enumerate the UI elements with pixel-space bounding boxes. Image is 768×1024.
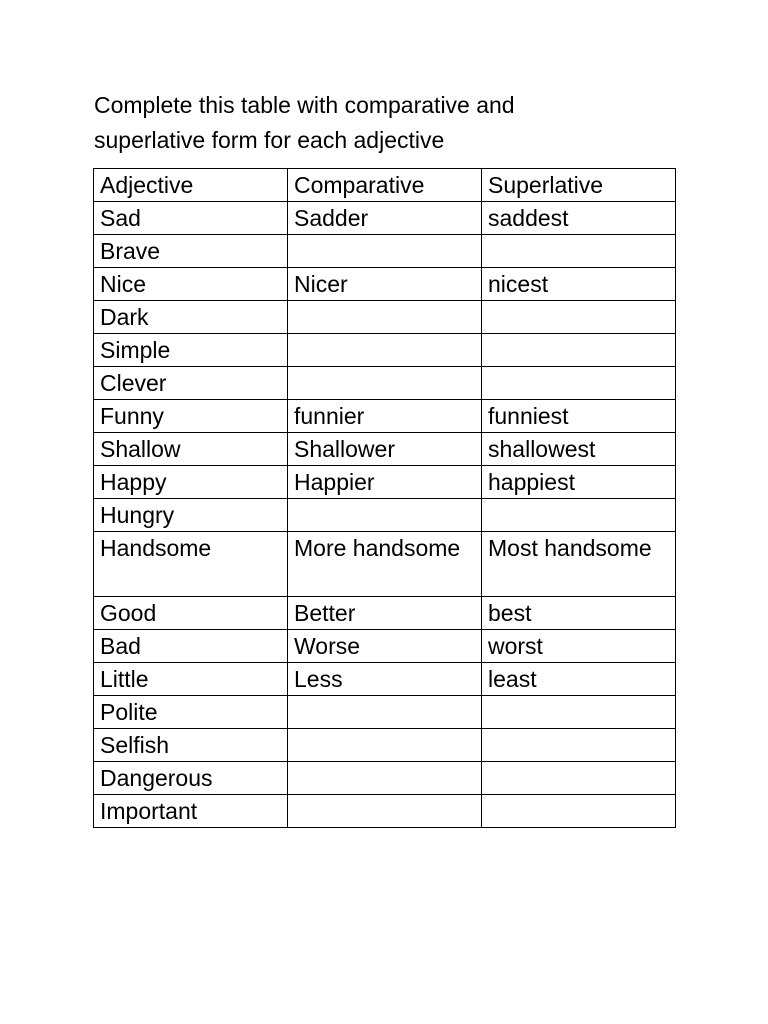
table-row	[94, 235, 676, 268]
adjective-cell: Important	[94, 795, 288, 828]
adjective-cell: Funny	[94, 400, 288, 433]
superlative-cell	[482, 367, 676, 400]
table-row	[94, 630, 676, 663]
comparative-cell	[288, 235, 482, 268]
adjective-cell: Clever	[94, 367, 288, 400]
superlative-cell	[482, 301, 676, 334]
table-row	[94, 663, 676, 696]
comparative-cell	[288, 367, 482, 400]
adjective-cell: Handsome	[94, 532, 288, 597]
superlative-cell: happiest	[482, 466, 676, 499]
worksheet-instructions	[94, 88, 694, 158]
superlative-cell: shallowest	[482, 433, 676, 466]
comparative-cell: Worse	[288, 630, 482, 663]
comparative-cell: Less	[288, 663, 482, 696]
comparative-cell	[288, 334, 482, 367]
superlative-cell: best	[482, 597, 676, 630]
table-row	[94, 696, 676, 729]
adjective-cell: Dark	[94, 301, 288, 334]
superlative-cell	[482, 762, 676, 795]
adjective-cell: Hungry	[94, 499, 288, 532]
comparative-cell: funnier	[288, 400, 482, 433]
comparative-cell: Better	[288, 597, 482, 630]
superlative-cell	[482, 696, 676, 729]
table-row	[94, 762, 676, 795]
adjective-cell: Selfish	[94, 729, 288, 762]
superlative-cell: nicest	[482, 268, 676, 301]
comparative-cell: Nicer	[288, 268, 482, 301]
superlative-cell: funniest	[482, 400, 676, 433]
comparative-cell	[288, 762, 482, 795]
header-comparative: Comparative	[288, 169, 482, 202]
comparative-cell	[288, 499, 482, 532]
adjective-cell: Good	[94, 597, 288, 630]
comparative-cell: Sadder	[288, 202, 482, 235]
table-row	[94, 466, 676, 499]
superlative-cell	[482, 499, 676, 532]
table-row	[94, 367, 676, 400]
header-superlative: Superlative	[482, 169, 676, 202]
table-header-row	[94, 169, 676, 202]
adjective-cell: Dangerous	[94, 762, 288, 795]
adjective-cell: Sad	[94, 202, 288, 235]
superlative-cell: least	[482, 663, 676, 696]
superlative-cell: worst	[482, 630, 676, 663]
table-row	[94, 301, 676, 334]
table-row	[94, 334, 676, 367]
superlative-cell	[482, 729, 676, 762]
table-row	[94, 532, 676, 597]
instructions-line-1: Complete this table with comparative and	[94, 92, 515, 118]
table-row	[94, 202, 676, 235]
adjective-cell: Polite	[94, 696, 288, 729]
superlative-cell	[482, 235, 676, 268]
adjective-cell: Happy	[94, 466, 288, 499]
adjective-table	[93, 168, 676, 828]
comparative-cell: Happier	[288, 466, 482, 499]
comparative-cell	[288, 696, 482, 729]
adjective-cell: Little	[94, 663, 288, 696]
comparative-cell	[288, 729, 482, 762]
adjective-cell: Nice	[94, 268, 288, 301]
adjective-cell: Shallow	[94, 433, 288, 466]
adjective-cell: Brave	[94, 235, 288, 268]
table-row	[94, 433, 676, 466]
adjective-cell: Simple	[94, 334, 288, 367]
adjective-cell: Bad	[94, 630, 288, 663]
comparative-cell	[288, 301, 482, 334]
header-adjective: Adjective	[94, 169, 288, 202]
comparative-cell: Shallower	[288, 433, 482, 466]
superlative-cell	[482, 334, 676, 367]
table-row	[94, 499, 676, 532]
table-row	[94, 597, 676, 630]
superlative-cell: Most handsome	[482, 532, 676, 597]
table-row	[94, 400, 676, 433]
table-row	[94, 795, 676, 828]
instructions-line-2: superlative form for each adjective	[94, 127, 445, 153]
superlative-cell	[482, 795, 676, 828]
table-row	[94, 268, 676, 301]
comparative-cell	[288, 795, 482, 828]
table-row	[94, 729, 676, 762]
comparative-cell: More handsome	[288, 532, 482, 597]
superlative-cell: saddest	[482, 202, 676, 235]
